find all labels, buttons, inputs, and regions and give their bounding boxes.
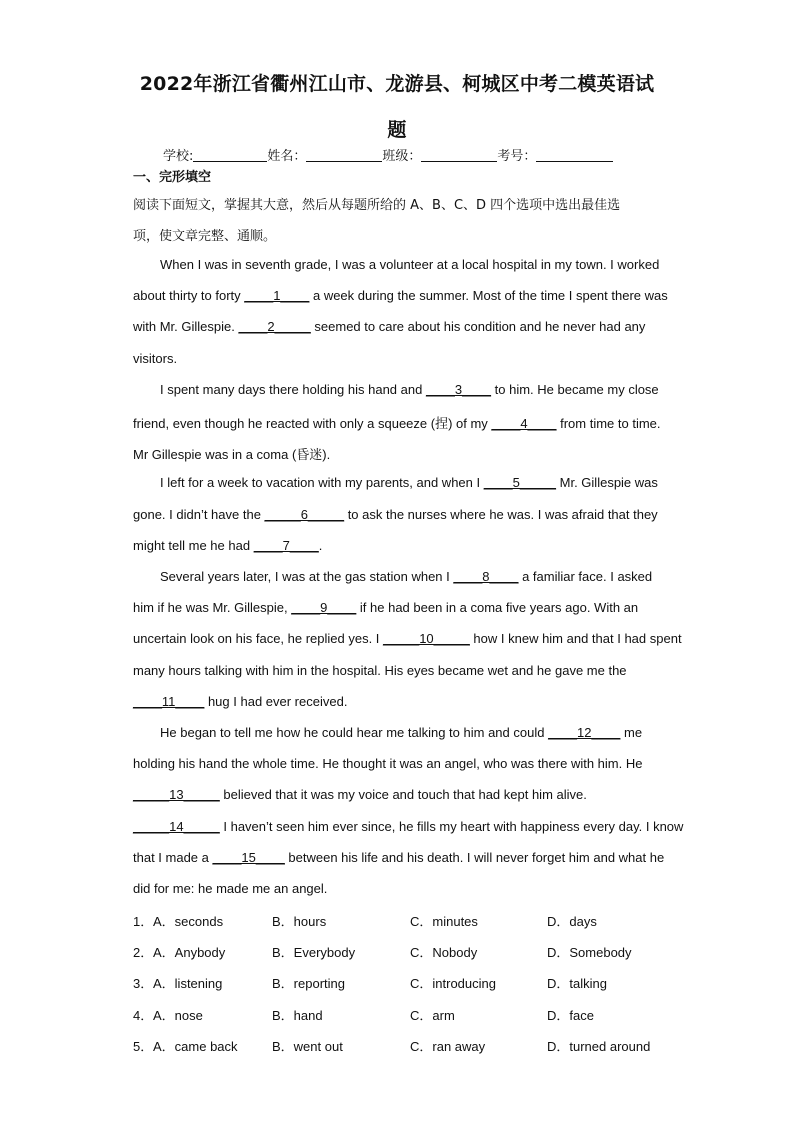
option-d[interactable]: D．turned around — [547, 1039, 651, 1054]
school-blank — [193, 147, 267, 162]
instruction-line: 阅读下面短文，掌握其大意，然后从每题所给的 A、B、C、D 四个选项中选出最佳选 — [133, 198, 621, 213]
passage-text: hug I had ever received. — [204, 694, 348, 709]
option-b[interactable]: B．hours — [272, 914, 327, 929]
passage-text: how I knew him and that I had spent — [469, 631, 682, 646]
question-number: 2． — [133, 945, 154, 960]
option-a[interactable]: A．came back — [153, 1039, 238, 1054]
option-a[interactable]: A．Anybody — [153, 945, 226, 960]
passage-line — [133, 444, 330, 463]
exam-title-line1: 2022年浙江省衢州江山市、龙游县、柯城区中考二模英语试 — [139, 73, 655, 95]
passage-line — [133, 881, 327, 896]
passage-text: holding his hand the whole time. He thought it was an angel, who was there with him. He — [133, 756, 643, 771]
passage-text: to ask the nurses where he was. I was afraid that they — [344, 507, 658, 522]
answer-blank[interactable]: _____10_____ — [383, 631, 470, 646]
number-blank — [536, 147, 613, 162]
passage-text: many hours talking with him in the hospital. His eyes became wet and he gave me the — [133, 663, 627, 678]
option-c[interactable]: C．Nobody — [410, 945, 478, 960]
passage-text: a week during the summer. Most of the time I spent there was — [309, 288, 668, 303]
answer-blank[interactable]: ____5_____ — [483, 475, 557, 490]
passage-text: that I made a — [133, 850, 213, 865]
option-c[interactable]: C．introducing — [410, 976, 496, 991]
option-b[interactable]: B．Everybody — [272, 945, 356, 960]
passage-text: to him. He became my close — [491, 382, 659, 397]
option-a[interactable]: A．listening — [153, 976, 223, 991]
passage-text: I left for a week to vacation with my parents, and when I — [160, 475, 484, 490]
option-c[interactable]: C．ran away — [410, 1039, 486, 1054]
answer-blank[interactable]: ____4____ — [491, 416, 557, 431]
passage-text: I spent many days there holding his hand and — [160, 382, 426, 397]
number-label: 考号： — [497, 149, 537, 164]
answer-blank[interactable]: ____9____ — [291, 600, 357, 615]
passage-line — [160, 257, 659, 272]
passage-text: He began to tell me how he could hear me talking to him and could — [160, 725, 549, 740]
school-label: 学校: — [163, 149, 194, 164]
passage-text: friend, even though he reacted with only a squeeze (捏) of my — [133, 416, 492, 431]
option-b[interactable]: B．reporting — [272, 976, 345, 991]
option-c[interactable]: C．minutes — [410, 914, 478, 929]
answer-blank[interactable]: ____12____ — [548, 725, 621, 740]
answer-blank[interactable]: ____3____ — [425, 382, 492, 397]
name-blank — [306, 147, 382, 162]
passage-line — [133, 819, 683, 834]
exam-title-line2: 题 — [387, 119, 407, 141]
passage-line — [133, 631, 682, 646]
passage-text: a familiar face. I asked — [518, 569, 653, 584]
passage-line — [133, 288, 668, 303]
passage-text: I haven’t seen him ever since, he fills my heart with happiness every day. I know — [219, 819, 684, 834]
option-c[interactable]: C．arm — [410, 1008, 455, 1023]
answer-blank[interactable]: ____15____ — [212, 850, 285, 865]
passage-text: about thirty to forty — [133, 288, 245, 303]
passage-line — [133, 756, 642, 771]
passage-text: me — [620, 725, 643, 740]
passage-text: When I was in seventh grade, I was a volunteer at a local hospital in my town. I worked — [160, 257, 660, 272]
passage-text: seemed to care about his condition and he never had any — [310, 319, 646, 334]
student-info-row — [163, 145, 613, 164]
passage-line — [133, 694, 347, 709]
passage-line — [133, 319, 645, 334]
passage-text: uncertain look on his face, he replied yes. I — [133, 631, 384, 646]
option-a[interactable]: A．seconds — [153, 914, 224, 929]
question-number: 4． — [133, 1008, 154, 1023]
passage-line — [160, 569, 652, 584]
option-d[interactable]: D．Somebody — [547, 945, 632, 960]
passage-line — [133, 663, 627, 678]
answer-blank[interactable]: ____8____ — [453, 569, 519, 584]
option-a[interactable]: A．nose — [153, 1008, 203, 1023]
passage-line — [133, 600, 638, 615]
option-b[interactable]: B．hand — [272, 1008, 323, 1023]
instruction-line: 项，使文章完整、通顺。 — [133, 229, 277, 244]
question-number: 5． — [133, 1039, 154, 1054]
passage-text: gone. I didn’t have the — [133, 507, 265, 522]
passage-text: Mr Gillespie was in a coma (昏迷). — [133, 447, 331, 462]
passage-text: did for me: he made me an angel. — [133, 881, 328, 896]
question-number: 3． — [133, 976, 154, 991]
answer-blank[interactable]: ____7____ — [253, 538, 319, 553]
passage-line — [133, 507, 658, 522]
name-label: 姓名： — [267, 149, 307, 164]
answer-blank[interactable]: ____1____ — [244, 288, 310, 303]
passage-text: Mr. Gillespie was — [556, 475, 658, 490]
passage-text: if he had been in a coma five years ago. With an — [356, 600, 639, 615]
passage-text: between his life and his death. I will never forget him and what he — [284, 850, 665, 865]
passage-text: might tell me he had — [133, 538, 254, 553]
option-d[interactable]: D．days — [547, 914, 597, 929]
answer-blank[interactable]: _____13_____ — [133, 787, 220, 802]
passage-line — [160, 475, 658, 490]
question-number: 1． — [133, 914, 154, 929]
passage-text: him if he was Mr. Gillespie, — [133, 600, 292, 615]
passage-text: visitors. — [133, 351, 178, 366]
passage-text: . — [318, 538, 323, 553]
answer-blank[interactable]: ____2_____ — [238, 319, 311, 334]
passage-line — [160, 382, 659, 397]
class-blank — [421, 147, 497, 162]
passage-line — [133, 787, 587, 802]
passage-line — [133, 538, 322, 553]
option-d[interactable]: D．talking — [547, 976, 607, 991]
option-b[interactable]: B．went out — [272, 1039, 343, 1054]
class-label: 班级： — [382, 149, 422, 164]
passage-line — [133, 351, 177, 366]
passage-line — [160, 725, 642, 740]
passage-text: Several years later, I was at the gas station when I — [160, 569, 454, 584]
answer-blank[interactable]: _____6_____ — [264, 507, 345, 522]
passage-line — [133, 413, 661, 432]
section-heading: 一、完形填空 — [133, 170, 212, 185]
passage-text: believed that it was my voice and touch that had kept him alive. — [219, 787, 587, 802]
answer-blank[interactable]: ____11____ — [133, 694, 205, 709]
option-d[interactable]: D．face — [547, 1008, 594, 1023]
passage-text: from time to time. — [556, 416, 661, 431]
answer-blank[interactable]: _____14_____ — [133, 819, 220, 834]
passage-text: with Mr. Gillespie. — [133, 319, 239, 334]
passage-line — [133, 850, 664, 865]
